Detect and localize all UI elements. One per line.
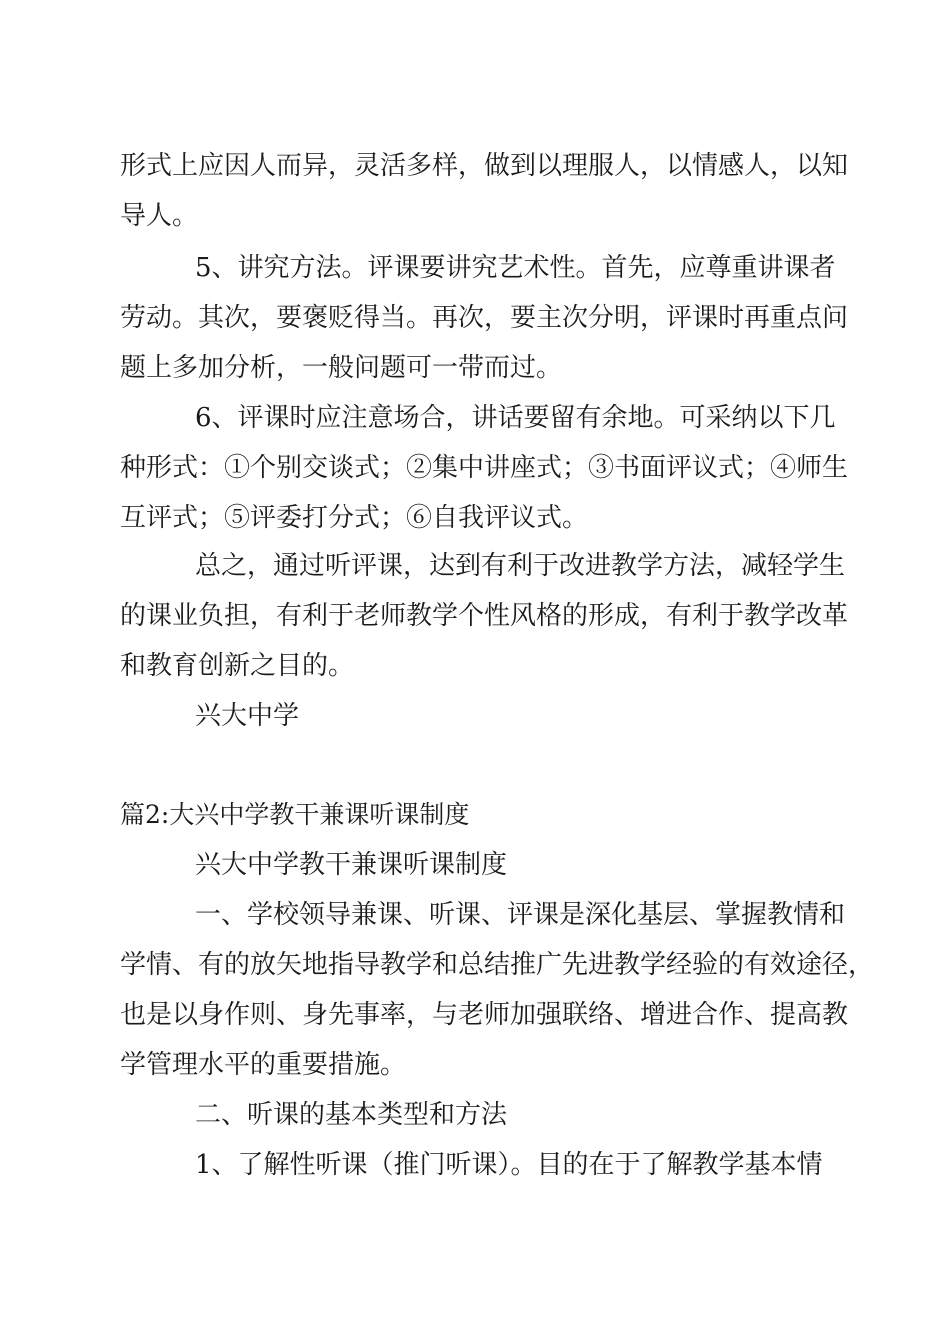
text-line: 学情、有的放矢地指导教学和总结推广先进教学经验的有效途径， [120,950,875,980]
text-line: 劳动。其次，要褒贬得当。再次，要主次分明，评课时再重点问 [120,303,849,333]
text-line: 也是以身作则、身先事率，与老师加强联络、增进合作、提高教 [120,1000,849,1030]
document-title: 兴大中学教干兼课听课制度 [195,850,508,880]
subsection-heading: 二、听课的基本类型和方法 [195,1100,508,1130]
text-line: 5、讲究方法。评课要讲究艺术性。首先，应尊重讲课者 [195,253,836,283]
text-line: 形式上应因人而异，灵活多样，做到以理服人，以情感人，以知 [120,151,849,181]
text-line: 学管理水平的重要措施。 [120,1050,407,1080]
text-line: 种形式：①个别交谈式；②集中讲座式；③书面评议式；④师生 [120,453,849,483]
text-line: 题上多加分析，一般问题可一带而过。 [120,353,563,383]
text-line: 互评式；⑤评委打分式；⑥自我评议式。 [120,503,589,533]
text-line: 总之，通过听评课，达到有利于改进教学方法，减轻学生 [195,551,846,581]
text-line: 和教育创新之目的。 [120,651,355,681]
text-line: 导人。 [120,201,199,231]
text-line: 一、学校领导兼课、听课、评课是深化基层、掌握教情和 [195,900,846,930]
text-line: 的课业负担，有利于老师教学个性风格的形成，有利于教学改革 [120,601,849,631]
signature-school-name: 兴大中学 [195,701,300,731]
text-line: 1、了解性听课（推门听课）。目的在于了解教学基本情 [195,1150,823,1180]
text-line: 6、评课时应注意场合，讲话要留有余地。可采纳以下几 [195,403,836,433]
section-heading: 篇2:大兴中学教干兼课听课制度 [120,800,470,829]
